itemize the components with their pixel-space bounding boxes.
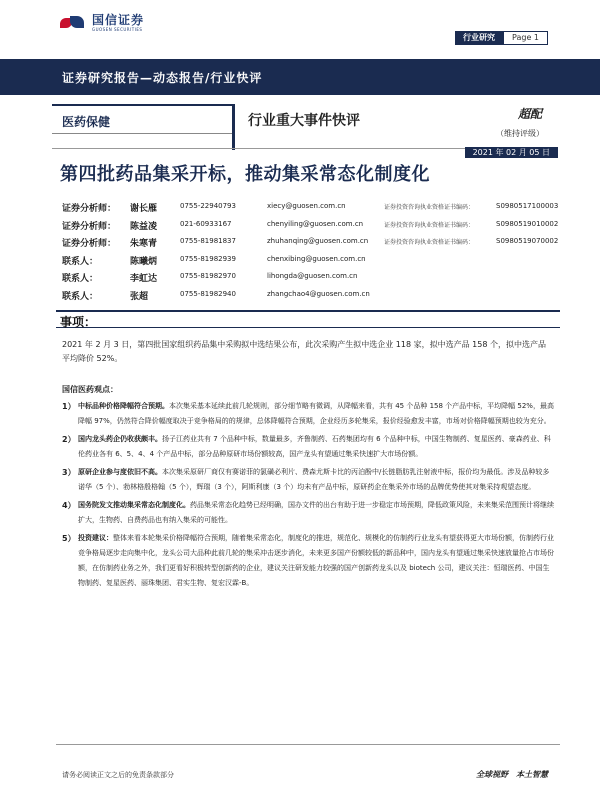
company-slogan: 全球视野 本土智慧 — [476, 770, 548, 779]
analyst-cert-label: 证券投资咨询执业资格证书编码： — [384, 204, 475, 211]
rating-note: （维持评级） — [496, 129, 544, 138]
view-lead: 投资建议： — [78, 534, 113, 542]
analyst-list — [62, 199, 562, 304]
analyst-phone: 0755-81981837 — [180, 237, 236, 245]
page-number: Page 1 — [503, 31, 548, 45]
contact-name: 李虹达 — [130, 274, 158, 284]
view-number: 2） — [62, 435, 76, 444]
view-item — [62, 465, 554, 495]
contact-name: 陈曦炳 — [130, 256, 158, 267]
footer-divider — [56, 744, 560, 745]
report-title: 第四批药品集采开标，推动集采常态化制度化 — [60, 164, 430, 185]
view-text: 扬子江药业共有 7 个品种中标，数量最多，齐鲁制药、石药集团均有 6 个品种中标，中国生物制药、复星医药、豪森药业、科伦药业各有 6、5、4、4 个产品中标，部分品种原研市场份额较高，国产龙头有望通过集采快速扩大市场份额。 — [78, 435, 551, 458]
summary-label: 事项： — [60, 315, 97, 329]
view-number: 1） — [62, 402, 76, 411]
sector-box — [52, 104, 232, 134]
contact-phone: 0755-81982940 — [180, 289, 236, 298]
view-text: 本次集采原研厂商仅有赛诺菲的氯磺必利片、费森尤斯卡比的丙泊酚中/长链脂肪乳注射液中标，报价均为最低。涉及品种较多诺华（5 个）、勃林格殷格翰（5 个），辉瑞（3 个），阿斯利康（3 个）均未有产品中标，原研药企在集采外市场的品牌优势使其对集采持观望态度。 — [78, 468, 550, 491]
view-item — [62, 399, 554, 429]
view-item — [62, 498, 554, 528]
view-lead: 国务院发文推动集采常态化制度化。 — [78, 501, 190, 509]
contact-phone: 0755-81982970 — [180, 272, 236, 280]
analyst-phone: 0755-22940793 — [180, 202, 236, 210]
logo-english-name: GUOSEN SECURITIES — [92, 27, 143, 32]
analyst-row — [62, 217, 562, 235]
analyst-email[interactable]: xiecy@guosen.com.cn — [267, 202, 346, 210]
report-type-band — [0, 59, 600, 95]
contact-row — [62, 252, 562, 270]
analyst-cert: S0980519070002 — [496, 237, 559, 245]
view-text: 药品集采常态化趋势已经明确，国办文件的出台有助于进一步稳定市场预期，降低政策风险，未来集采范围预计将继续扩大，生物药、自费药品也有纳入集采的可能性。 — [78, 501, 554, 524]
disclaimer-note: 请务必阅读正文之后的免责条款部分 — [62, 771, 174, 779]
contact-name: 张超 — [130, 291, 149, 302]
analyst-row — [62, 234, 562, 252]
rating: 超配 — [517, 107, 542, 121]
view-number: 5） — [62, 534, 76, 543]
views-list — [62, 399, 554, 594]
view-item — [62, 531, 554, 591]
analyst-role: 证券分析师： — [62, 239, 117, 249]
logo-chinese-name: 国信证券 — [92, 13, 145, 27]
view-text: 整体来看本轮集采价格降幅符合预期，随着集采常态化，制度化的推进，规范化、规模化的仿制药行业龙头有望获得更大市场份额，仿制药行业竞争格局逐步走向集中化，龙头公司大品种此前几轮的集采冲击逐步消化，未来更多国产份额较低的新品种中，国内龙头有望通过集采快速放量抢占市场份额，在仿制药业务之外，我们更看好积极转型创新药的企业，建议关注研发能力较强的国产创新药龙头以及 biotech 公司，建议关注：恒瑞医药、中国生物制药、复星医药、丽珠集团、君实生物、复宏汉霖-B。 — [78, 534, 554, 587]
analyst-phone: 021-60933167 — [180, 219, 232, 228]
analyst-cert: S0980519010002 — [496, 219, 559, 228]
contact-row — [62, 287, 562, 305]
analyst-email[interactable]: chenyiling@guosen.com.cn — [267, 219, 364, 228]
analyst-role: 证券分析师： — [62, 204, 117, 214]
analyst-name: 陈益凌 — [130, 221, 158, 232]
view-lead: 国内龙头药企仍收获颇丰。 — [78, 435, 162, 443]
analyst-name: 谢长雁 — [130, 204, 158, 214]
company-logo — [60, 14, 144, 32]
event-type-title: 行业重大事件快评 — [248, 113, 360, 129]
contact-phone: 0755-81982939 — [180, 254, 236, 263]
views-title: 国信医药观点： — [62, 385, 118, 394]
report-category-tag: 行业研究 — [455, 31, 503, 45]
report-type-text: 证券研究报告—动态报告/行业快评 — [62, 71, 263, 85]
view-lead: 原研企业参与度依旧不高。 — [78, 468, 162, 476]
view-text: 本次集采基本延续此前几轮规则，部分细节略有微调，从降幅来看，共有 45 个品种 158 个产品中标，平均降幅 52%，最高降幅 97%，仍然符合降价幅度取决于竞争格局的的规律，总体降幅符合预期，企业经历多轮集采，报价经验愈发丰富，市场对价格降幅预期也较为充分。 — [78, 402, 554, 425]
analyst-row — [62, 199, 562, 217]
analyst-cert: S0980517100003 — [496, 202, 559, 210]
analyst-cert-label: 证券投资咨询执业资格证书编码： — [384, 239, 475, 246]
analyst-role: 证券分析师： — [62, 221, 117, 232]
contact-email[interactable]: zhangchao4@guosen.com.cn — [267, 289, 370, 298]
sector-name: 医药保健 — [62, 115, 111, 129]
analyst-email[interactable]: zhuhanqing@guosen.com.cn — [267, 237, 369, 245]
view-lead: 中标品种价格降幅符合预期。 — [78, 402, 169, 410]
contact-role: 联系人： — [62, 256, 99, 267]
event-paragraph: 2021 年 2 月 3 日，第四批国家组织药品集中采购拟中选结果公布，此次采购产生拟中选企业 118 家，拟中选产品 158 个，拟中选产品平均降价 52%。 — [62, 340, 546, 363]
contact-row — [62, 269, 562, 287]
contact-email[interactable]: lihongda@guosen.com.cn — [267, 272, 358, 280]
summary-header — [56, 310, 560, 328]
view-item — [62, 432, 554, 462]
report-date: 2021 年 02 月 05 日 — [465, 147, 558, 158]
contact-email[interactable]: chenxibing@guosen.com.cn — [267, 254, 366, 263]
contact-role: 联系人： — [62, 274, 99, 284]
contact-role: 联系人： — [62, 291, 99, 302]
logo-mark-icon — [60, 16, 86, 30]
view-number: 4） — [62, 501, 76, 510]
report-tag-bar — [455, 31, 548, 45]
view-number: 3） — [62, 468, 76, 477]
analyst-cert-label: 证券投资咨询执业资格证书编码： — [384, 221, 475, 229]
title-divider — [232, 104, 235, 150]
analyst-name: 朱寒青 — [130, 239, 158, 249]
